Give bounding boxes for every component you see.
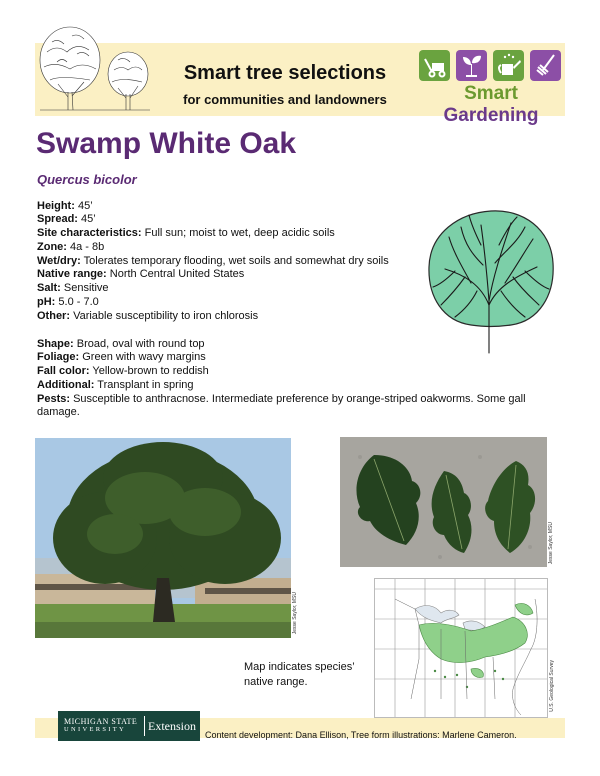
- tree-form-illustration: [425, 205, 557, 355]
- spec-pests: Pests: Susceptible to anthracnose. Intermediate preference by orange-striped oakworms. Some gall damage.: [37, 393, 526, 418]
- spec-foliage: Foliage: Green with wavy margins: [37, 351, 206, 363]
- spec-native-range: Native range: North Central United States: [37, 268, 245, 280]
- map-caption: Map indicates species’ native range.: [244, 661, 355, 688]
- rake-icon: [530, 50, 561, 81]
- native-range-map: [374, 578, 548, 718]
- spec-shape: Shape: Broad, oval with round top: [37, 338, 205, 350]
- spec-fall-color: Fall color: Yellow-brown to reddish: [37, 365, 209, 377]
- spec-wetdry: Wet/dry: Tolerates temporary flooding, wet soils and somewhat dry soils: [37, 255, 389, 267]
- spec-other: Other: Variable susceptibility to iron chlorosis: [37, 310, 259, 322]
- spec-zone: Zone: 4a - 8b: [37, 241, 105, 253]
- spec-site: Site characteristics: Full sun; moist to wet, deep acidic soils: [37, 227, 335, 239]
- map-credit: U.S. Geological Survey: [549, 660, 555, 712]
- lawn-mower-icon: [419, 50, 450, 81]
- spec-spread: Spread: 45’: [37, 213, 96, 225]
- leaves-photo: [340, 437, 547, 567]
- smart-gardening-wordmark: Smart Gardening: [443, 83, 539, 126]
- watering-can-icon: [493, 50, 524, 81]
- spec-height: Height: 45’: [37, 200, 93, 212]
- page-title: Swamp White Oak: [36, 127, 297, 160]
- tree-photo: [35, 438, 291, 638]
- msu-extension-logo: MICHIGAN STATE UNIVERSITY Extension: [58, 711, 200, 741]
- header-title: Smart tree selections: [183, 62, 387, 84]
- spec-additional: Additional: Transplant in spring: [37, 379, 194, 391]
- tree-photo-credit: Jesse Saylor, MSU: [292, 592, 298, 635]
- smart-gardening-logo: [416, 50, 566, 126]
- scientific-name: Quercus bicolor: [37, 172, 137, 187]
- header-tree-sketches: [22, 22, 157, 114]
- spec-salt: Salt: Sensitive: [37, 282, 109, 294]
- header-subtitle: for communities and landowners: [183, 92, 387, 107]
- leaves-photo-credit: Jesse Saylor, MSU: [548, 522, 554, 565]
- spec-ph: pH: 5.0 - 7.0: [37, 296, 99, 308]
- seedling-icon: [456, 50, 487, 81]
- footer-credit: Content development: Dana Ellison, Tree form illustrations: Marlene Cameron.: [205, 730, 517, 740]
